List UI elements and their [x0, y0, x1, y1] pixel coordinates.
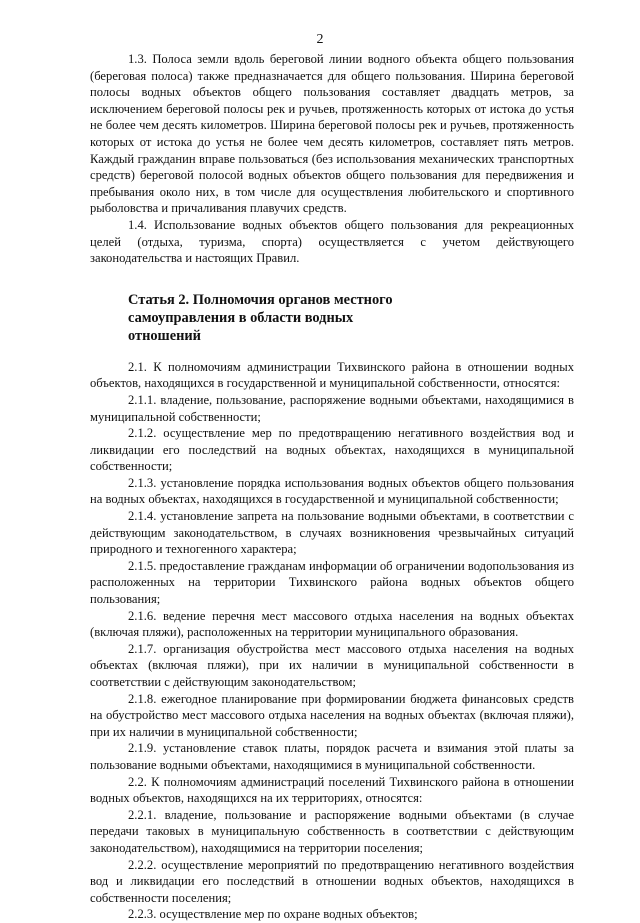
document-body	[90, 51, 574, 923]
paragraph-2-2: 2.2. К полномочиям администраций поселений Тихвинского района в отношении водных объектов, находящихся на их территориях, относятся:	[90, 774, 574, 806]
paragraph-2-1-4: 2.1.4. установление запрета на пользование водными объектами, в соответствии с действующим законодательством, в случаях возникновения чрезвычайных ситуаций природного и техногенного характера;	[90, 509, 574, 557]
paragraph-2-2-1: 2.2.1. владение, пользование и распоряжение водными объектами (в случае передачи таковых в муниципальную собственность в соответствии с действующим законодательством), находящимися на территории поселения;	[90, 807, 574, 855]
paragraph-2-2-3: 2.2.3. осуществление мер по охране водных объектов;	[128, 907, 418, 922]
paragraph-2-1-1: 2.1.1. владение, пользование, распоряжение водными объектами, находящимися в муниципальной собственности;	[90, 392, 574, 424]
paragraph-2-1-6: 2.1.6. ведение перечня мест массового отдыха населения на водных объектах (включая пляжи), расположенных на территории муниципального образования.	[90, 608, 574, 640]
paragraph-1-4: 1.4. Использование водных объектов общего пользования для рекреационных целей (отдыха, туризма, спорта) осуществляется с учетом действующего законодательства и настоящих Правил.	[90, 217, 574, 266]
page-number: 2	[316, 32, 324, 47]
paragraph-2-1-8: 2.1.8. ежегодное планирование при формировании бюджета финансовых средств на обустройство мест массового отдыха населения на водных объектах (включая пляжи), при их наличии в муниципальной собственности;	[90, 691, 574, 739]
paragraph-2-1-9: 2.1.9. установление ставок платы, порядок расчета и взимания этой платы за пользование водными объектами, находящимися в муниципальной собственности.	[90, 741, 574, 772]
paragraph-1-3: 1.3. Полоса земли вдоль береговой линии водного объекта общего пользования (береговая полоса) также предназначается для общего пользования. Ширина береговой полосы водных объектов общего пользования составляет двадцать метров, за исключением береговой полосы рек и ручьев, протяженность которых от истока до устья не более чем десять километров. Ширина береговой полосы рек и ручьев, протяженность которых от истока до устья не более чем десять километров, составляет пять метров. Каждый гражданин вправе пользоваться (без использования механических транспортных средств) береговой полосой водных объектов общего пользования для передвижения и пребывания около них, в том числе для осуществления любительского и спортивного рыболовства и причаливания плавучих средств.	[90, 52, 574, 216]
paragraph-2-1-3: 2.1.3. установление порядка использования водных объектов общего пользования на водных объектах, находящихся в государственной и муниципальной собственности;	[90, 475, 574, 507]
paragraph-2-1-7: 2.1.7. организация обустройства мест массового отдыха населения на водных объектах (включая пляжи), при их наличии в муниципальной собственности в соответствии с действующим законодательством;	[90, 641, 574, 689]
article-2-heading: Статья 2. Полномочия органов местного самоуправления в области водных отношений	[128, 291, 393, 344]
paragraph-2-1: 2.1. К полномочиям администрации Тихвинского района в отношении водных объектов, находящихся в государственной и муниципальной собственности, относятся:	[90, 359, 574, 391]
paragraph-2-1-5: 2.1.5. предоставление гражданам информации об ограничении водопользования из расположенных на территории Тихвинского района водных объектов общего пользования;	[90, 558, 574, 607]
paragraph-2-2-2: 2.2.2. осуществление мероприятий по предотвращению негативного воздействия вод и ликвидации его последствий в отношении водных объектов, находящихся в собственности поселения;	[90, 857, 574, 905]
paragraph-2-1-2: 2.1.2. осуществление мер по предотвращению негативного воздействия вод и ликвидации его последствий на водных объектах, находящихся в муниципальной собственности;	[90, 426, 574, 474]
